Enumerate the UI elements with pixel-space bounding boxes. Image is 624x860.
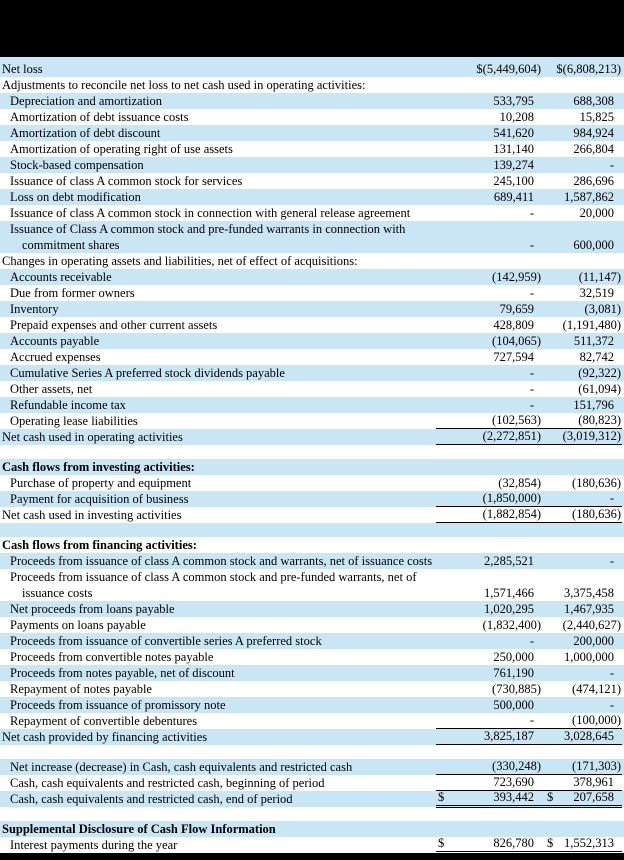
spacer-row: [0, 445, 624, 459]
value-period-2: (180,636): [542, 507, 622, 523]
value-period-1: (104,065): [492, 333, 541, 348]
table-row: [0, 381, 624, 397]
table-row: [0, 125, 624, 141]
table-row: [0, 109, 624, 125]
value-period-2: $(6,808,213): [556, 61, 621, 76]
row-label: Accounts receivable: [10, 269, 112, 284]
section-header-row: [0, 821, 624, 837]
value-period-1: -: [529, 633, 534, 648]
row-label: Refundable income tax: [10, 397, 126, 412]
row-label: Amortization of operating right of use assets: [10, 141, 233, 156]
table-row: [0, 301, 624, 317]
table-row: [0, 759, 624, 775]
dollar-sign: $: [438, 790, 445, 804]
cash-flow-statement-table: [0, 57, 624, 853]
value-period-2: -: [609, 157, 614, 172]
value-period-1: 3,825,187: [436, 729, 542, 745]
row-label: Proceeds from issuance of class A common stock and warrants, net of issuance costs: [10, 553, 433, 568]
value-period-1: 10,208: [499, 109, 534, 124]
value-period-1: -: [529, 397, 534, 412]
value-period-1: 139,274: [493, 157, 534, 172]
row-label: Issuance of class A common stock in connection with general release agreement: [10, 205, 411, 220]
value-period-2: 1,000,000: [564, 649, 614, 664]
table-row: [0, 697, 624, 713]
value-period-1: -: [529, 381, 534, 396]
row-label: Supplemental Disclosure of Cash Flow Information: [2, 821, 276, 836]
table-row: [0, 253, 624, 269]
value-period-2: (180,636): [572, 475, 621, 490]
row-label: Payments on loans payable: [10, 617, 146, 632]
value-period-1: 79,659: [499, 301, 534, 316]
row-label-line2: commitment shares: [22, 238, 120, 252]
value-period-2: 688,308: [573, 93, 614, 108]
value-period-1: 727,594: [493, 349, 534, 364]
row-label: Other assets, net: [10, 381, 93, 396]
table-row: [0, 93, 624, 109]
table-row: [0, 507, 624, 523]
value-period-2: (61,094): [578, 381, 621, 396]
value-period-1: 1,020,295: [484, 601, 534, 616]
table-row: [0, 617, 624, 633]
row-label: Net cash provided by financing activities: [2, 729, 208, 744]
row-label: Adjustments to reconcile net loss to net cash used in operating activities:: [2, 77, 366, 92]
value-period-2: (474,121): [572, 681, 621, 696]
table-row: [0, 429, 624, 445]
table-row: [0, 221, 624, 253]
row-label: Accounts payable: [10, 333, 100, 348]
table-row: [0, 61, 624, 77]
dollar-sign: $: [438, 836, 445, 850]
value-period-1: -: [529, 205, 534, 220]
value-period-2: (3,081): [584, 301, 621, 316]
value-period-2: 286,696: [573, 173, 614, 188]
value-period-1: $ 826,780: [436, 836, 542, 854]
dollar-sign: $: [547, 790, 554, 804]
table-row: [0, 365, 624, 381]
table-row: [0, 491, 624, 507]
row-label: Net increase (decrease) in Cash, cash equivalents and restricted cash: [10, 759, 353, 774]
row-label: Operating lease liabilities: [10, 413, 138, 428]
table-row: [0, 269, 624, 285]
value-period-1: 2,285,521: [484, 553, 534, 568]
row-label: Repayment of notes payable: [10, 681, 152, 696]
value-period-2: -: [609, 665, 614, 680]
value-period-1: 131,140: [493, 141, 534, 156]
value-period-1: 1,571,466: [484, 586, 534, 600]
value-period-1: 723,690: [436, 775, 542, 791]
value-period-1: 428,809: [493, 317, 534, 332]
value-period-1: 245,100: [493, 173, 534, 188]
value-period-1: -: [529, 285, 534, 300]
value-period-1: 250,000: [493, 649, 534, 664]
value-period-2: 32,519: [579, 285, 614, 300]
table-row: [0, 285, 624, 301]
value-period-1: (330,248): [436, 759, 542, 775]
value-period-2: (100,000): [542, 713, 622, 729]
value-period-1: (32,854): [498, 475, 541, 490]
value-period-1: (730,885): [492, 681, 541, 696]
bottom-redaction-bar: [0, 853, 624, 860]
value-period-2: 82,742: [579, 349, 614, 364]
value-period-2: (11,147): [578, 269, 621, 284]
value-period-2: -: [609, 697, 614, 712]
value-period-1: (1,882,854): [436, 507, 542, 523]
row-label: Cash flows from financing activities:: [2, 537, 197, 552]
table-row: [0, 649, 624, 665]
table-row: [0, 601, 624, 617]
value-period-1: (1,832,400): [482, 617, 541, 632]
table-row: [0, 317, 624, 333]
row-label: Cash, cash equivalents and restricted cash, end of period: [10, 791, 293, 806]
table-row: [0, 553, 624, 569]
value-period-2: 15,825: [579, 109, 614, 124]
table-row: [0, 665, 624, 681]
value-period-2: (80,823): [542, 413, 622, 429]
table-row: [0, 681, 624, 697]
row-label: Proceeds from convertible notes payable: [10, 649, 214, 664]
value-period-2: (1,191,480): [562, 317, 621, 332]
row-label: Proceeds from issuance of promissory note: [10, 697, 226, 712]
row-label-line1: Proceeds from issuance of class A common stock and pre-funded warrants, net of: [10, 570, 417, 584]
table-row: [0, 157, 624, 173]
value-period-2: -: [542, 491, 622, 507]
top-redaction-bar: [0, 0, 624, 57]
value-period-1: 761,190: [493, 665, 534, 680]
value-period-1: -: [529, 365, 534, 380]
row-label: Repayment of convertible debentures: [10, 713, 198, 728]
value-period-2: 200,000: [573, 633, 614, 648]
row-label: Proceeds from notes payable, net of discount: [10, 665, 235, 680]
row-label: Net proceeds from loans payable: [10, 601, 175, 616]
row-label: Cash flows from investing activities:: [2, 459, 195, 474]
value-period-1: (2,272,851): [436, 429, 542, 445]
row-label: Prepaid expenses and other current assets: [10, 317, 218, 332]
value-period-2: 511,372: [573, 333, 614, 348]
value-period-1: 533,795: [493, 93, 534, 108]
value-period-2: 266,804: [573, 141, 614, 156]
table-row: [0, 349, 624, 365]
row-label: Amortization of debt issuance costs: [10, 109, 189, 124]
row-label: Issuance of class A common stock for services: [10, 173, 243, 188]
value-period-1: 541,620: [493, 125, 534, 140]
value-period-2: (2,440,627): [562, 617, 621, 632]
row-label: Stock-based compensation: [10, 157, 144, 172]
table-row: [0, 173, 624, 189]
table-row: [0, 633, 624, 649]
spacer-row: [0, 523, 624, 537]
table-row: [0, 77, 624, 93]
table-row: [0, 569, 624, 601]
value-period-2: 1,467,935: [564, 601, 614, 616]
section-header-row: [0, 537, 624, 553]
table-row: [0, 333, 624, 349]
table-row: [0, 837, 624, 853]
value-period-1: 689,411: [493, 189, 534, 204]
row-label: Depreciation and amortization: [10, 93, 163, 108]
table-row: [0, 791, 624, 807]
row-label: Cumulative Series A preferred stock dividends payable: [10, 365, 285, 380]
value-period-1: (142,959): [492, 269, 541, 284]
table-row: [0, 141, 624, 157]
row-label: Cash, cash equivalents and restricted cash, beginning of period: [10, 775, 325, 790]
row-label-line1: Issuance of Class A common stock and pre-funded warrants in connection with: [10, 222, 406, 236]
row-label: Amortization of debt discount: [10, 125, 161, 140]
value-period-2: (92,322): [578, 365, 621, 380]
value-period-2: 3,375,458: [564, 586, 614, 600]
value-period-1: $(5,449,604): [476, 61, 541, 76]
value-period-2: 600,000: [573, 238, 614, 252]
row-label: Net cash used in operating activities: [2, 429, 183, 444]
row-label: Net cash used in investing activities: [2, 507, 182, 522]
spacer-row: [0, 745, 624, 759]
value-period-2: (171,303): [542, 759, 622, 775]
row-label: Proceeds from issuance of convertible series A preferred stock: [10, 633, 322, 648]
row-label-line2: issuance costs: [22, 586, 93, 600]
row-label: Loss on debt modification: [10, 189, 141, 204]
value-period-2: 3,028,645: [542, 729, 622, 745]
spacer-row: [0, 807, 624, 821]
value-period-1: $ 393,442: [436, 790, 542, 808]
table-row: [0, 475, 624, 491]
value-period-1: 500,000: [493, 697, 534, 712]
row-label: Payment for acquisition of business: [10, 491, 189, 506]
row-label: [0, 569, 436, 601]
value-period-1: (102,563): [436, 413, 542, 429]
value-period-2: (3,019,312): [542, 429, 622, 445]
value-period-2: $ 1,552,313: [542, 836, 622, 854]
row-label: Changes in operating assets and liabilities, net of effect of acquisitions:: [2, 253, 358, 268]
table-row: [0, 397, 624, 413]
value-period-1: (1,850,000): [436, 491, 542, 507]
value-period-2: 151,796: [573, 397, 614, 412]
value-period-2: $ 207,658: [542, 790, 622, 808]
value-period-2: 984,924: [573, 125, 614, 140]
row-label: Purchase of property and equipment: [10, 475, 192, 490]
value-period-2: 20,000: [579, 205, 614, 220]
row-label: Net loss: [2, 61, 43, 76]
table-row: [0, 413, 624, 429]
value-period-2: -: [609, 553, 614, 568]
value-period-2: 378,961: [542, 775, 622, 791]
table-row: [0, 713, 624, 729]
value-period-1: -: [529, 238, 534, 252]
table-row: [0, 729, 624, 745]
table-row: [0, 205, 624, 221]
table-row: [0, 775, 624, 791]
section-header-row: [0, 459, 624, 475]
row-label: Inventory: [10, 301, 59, 316]
value-period-1: -: [436, 713, 542, 729]
row-label: Due from former owners: [10, 285, 135, 300]
row-label: Accrued expenses: [10, 349, 101, 364]
value-period-2: 1,587,862: [564, 189, 614, 204]
row-label: [0, 221, 436, 253]
row-label: Interest payments during the year: [10, 837, 178, 852]
dollar-sign: $: [547, 836, 554, 850]
table-row: [0, 189, 624, 205]
